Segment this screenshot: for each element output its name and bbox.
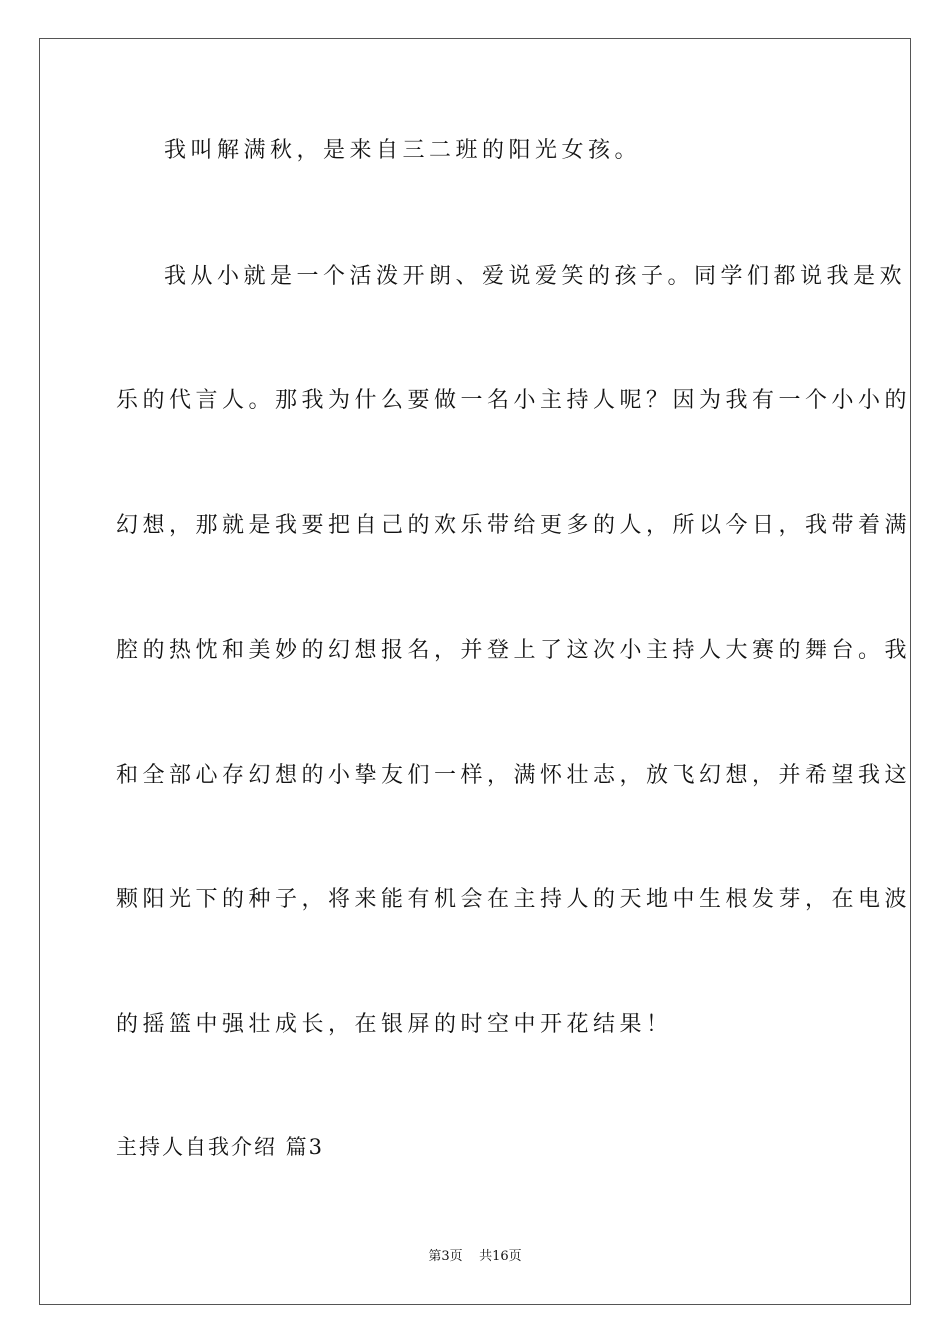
page-border bbox=[39, 38, 911, 1305]
paragraph-line: 颗阳光下的种子，将来能有机会在主持人的天地中生根发芽，在电波 bbox=[116, 887, 912, 912]
page-number-footer: 第3页 共16页 bbox=[428, 1249, 522, 1264]
paragraph-line: 幻想，那就是我要把自己的欢乐带给更多的人，所以今日，我带着满 bbox=[116, 513, 912, 538]
paragraph-line: 和全部心存幻想的小挚友们一样，满怀壮志，放飞幻想，并希望我这 bbox=[116, 763, 912, 788]
paragraph-line: 我叫解满秋，是来自三二班的阳光女孩。 bbox=[164, 138, 642, 163]
paragraph-line: 腔的热忱和美妙的幻想报名，并登上了这次小主持人大赛的舞台。我 bbox=[116, 638, 912, 663]
paragraph-line: 乐的代言人。那我为什么要做一名小主持人呢？因为我有一个小小的 bbox=[116, 388, 912, 413]
section-heading: 主持人自我介绍 篇3 bbox=[116, 1135, 325, 1159]
paragraph-line: 的摇篮中强壮成长，在银屏的时空中开花结果！ bbox=[116, 1012, 673, 1037]
paragraph-line: 我从小就是一个活泼开朗、爱说爱笑的孩子。同学们都说我是欢 bbox=[164, 264, 907, 289]
